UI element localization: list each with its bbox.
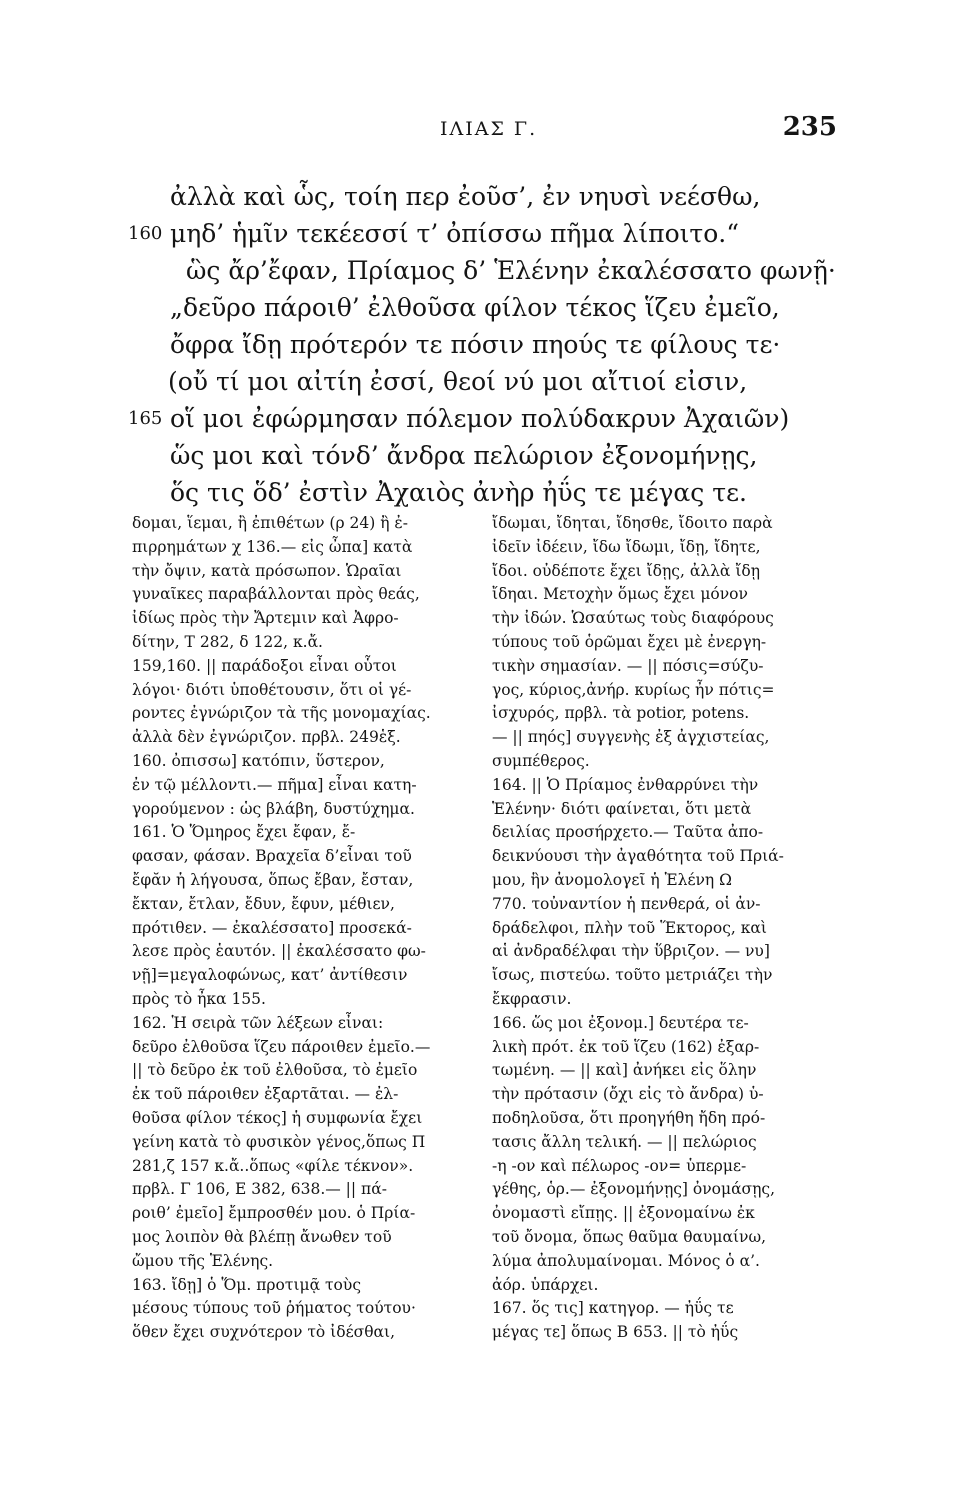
commentary-line: ἀόρ. ὑπάρχει. <box>492 1275 599 1294</box>
commentary-line: δεικνύουσι τὴν ἀγαθότητα τοῦ Πριά- <box>492 847 784 866</box>
commentary-line: ποδηλοῦσα, ὅτι προηγήθη ἤδη πρό- <box>492 1108 766 1127</box>
commentary-line: θοῦσα φίλον τέκος] ἡ συμφωνία ἔχει <box>132 1108 423 1127</box>
commentary-line: αἱ ἀνδραδέλφαι τὴν ὕβριζον. — νυ] <box>492 942 770 961</box>
commentary-line: φασαν, φάσαν. Βραχεῖα δ’εἶναι τοῦ <box>132 847 412 866</box>
commentary-line: 164. || Ὁ Πρίαμος ἐνθαρρύνει τὴν <box>492 775 759 794</box>
commentary-line: ἐν τῷ μέλλοντι.— πῆμα] εἶναι κατη- <box>132 775 417 794</box>
commentary-line: Ἑλένην· διότι φαίνεται, ὅτι μετὰ <box>492 799 752 818</box>
commentary-line: 160. ὀπισσω] κατόπιν, ὕστερον, <box>132 751 385 770</box>
verse-block <box>128 178 848 511</box>
commentary-line: συμπέθερος. <box>492 751 590 770</box>
commentary-line: τασις ἄλλη τελική. — || πελώριος <box>492 1132 757 1151</box>
commentary-line: ἔκφρασιν. <box>492 989 572 1008</box>
commentary-line: μέγας τε] ὅπως Β 653. || τὸ ἠΰς <box>492 1323 739 1342</box>
commentary-line: λόγοι· διότι ὑποθέτουσιν, ὅτι οἱ γέ- <box>132 680 412 699</box>
commentary-line: ἰδίως πρὸς τὴν Ἄρτεμιν καὶ Ἀφρο- <box>132 609 399 628</box>
commentary-line: λικὴ πρότ. ἐκ τοῦ ἵζευ (162) ἐξαρ- <box>492 1037 760 1056</box>
commentary-line: ἔφᾰν ἡ λήγουσα, ὅπως ἔβαν, ἔσταν, <box>132 870 414 889</box>
commentary-right-column <box>492 512 834 1345</box>
commentary-line: δεῦρο ἐλθοῦσα ἵζευ πάροιθεν ἐμεῖο.— <box>132 1037 431 1056</box>
verse-text: μηδ’ ἡμῖν τεκέεσσί τ’ ὀπίσσω πῆμα λίποιτο.“ <box>170 219 740 248</box>
commentary-line: ὀνομαστὶ εἴπῃς. || ἐξονομαίνω ἐκ <box>492 1204 755 1223</box>
commentary-line: γείνη κατὰ τὸ φυσικὸν γένος,ὅπως Π <box>132 1132 426 1151</box>
commentary-line: 163. ἴδῃ] ὁ Ὅμ. προτιμᾷ τοὺς <box>132 1275 361 1294</box>
commentary-line: γέθης, ὁρ.— ἐξονομήνῃς] ὀνομάσῃς, <box>492 1180 776 1199</box>
commentary-line: ὤμου τῆς Ἑλένης. <box>132 1251 274 1270</box>
verse-line <box>128 326 848 363</box>
commentary-line: — || πηός] συγγενὴς ἐξ ἀγχιστείας, <box>492 728 770 747</box>
commentary-line: πιρρημάτων χ 136.— εἰς ὦπα] κατὰ <box>132 537 413 556</box>
commentary-line: ἀλλὰ δὲν ἐγνώριζον. πρβλ. 249ἑξ. <box>132 728 401 747</box>
verse-text: ὣς ἄρ’ἔφαν, Πρίαμος δ’ Ἑλένην ἐκαλέσσατο φωνῇ· <box>186 256 836 285</box>
commentary-line: γορούμενον : ὡς βλάβη, δυστύχημα. <box>132 799 415 818</box>
verse-line <box>128 178 848 215</box>
commentary-line: τὴν πρότασιν (ὄχι εἰς τὸ ἄνδρα) ὑ- <box>492 1085 764 1104</box>
commentary-line: τὴν ἰδών. Ὡσαύτως τοὺς διαφόρους <box>492 609 774 628</box>
commentary-line: 161. Ὁ Ὅμηρος ἔχει ἔφαν, ἔ- <box>132 823 356 842</box>
commentary-line: τοῦ ὄνομα, ὅπως θαῦμα θαυμαίνω, <box>492 1227 767 1246</box>
commentary-line: ἰσχυρός, πρβλ. τὰ potior, potens. <box>492 704 750 723</box>
commentary-line: ροντες ἐγνώριζον τὰ τῆς μονομαχίας. <box>132 704 431 723</box>
commentary-line: πρβλ. Γ 106, Ε 382, 638.— || πά- <box>132 1180 387 1199</box>
commentary-line: || τὸ δεῦρο ἐκ τοῦ ἐλθοῦσα, τὸ ἐμεῖο <box>132 1061 418 1080</box>
commentary-line: λεσε πρὸς ἑαυτόν. || ἐκαλέσσατο φω- <box>132 942 426 961</box>
page-header <box>0 112 969 158</box>
page-number: 235 <box>782 112 837 142</box>
commentary-line: τύπους τοῦ ὁρῶμαι ἔχει μὲ ἐνεργη- <box>492 632 767 651</box>
verse-line <box>128 215 848 252</box>
commentary-line: ἴσως, πιστεύω. τοῦτο μετριάζει τὴν <box>492 966 773 985</box>
commentary-line: πρότιθεν. — ἐκαλέσσατο] προσεκά- <box>132 918 412 937</box>
commentary-line: γος, κύριος,ἀνήρ. κυρίως ἦν πότις= <box>492 680 775 699</box>
commentary-line: 159,160. || παράδοξοι εἶναι οὗτοι <box>132 656 397 675</box>
commentary-line: ἴδοι. οὐδέποτε ἔχει ἴδῃς, ἀλλὰ ἴδῃ <box>492 561 761 580</box>
commentary-line: 162. Ἡ σειρὰ τῶν λέξεων εἶναι: <box>132 1013 384 1032</box>
commentary-line: -η -ον καὶ πέλωρος -ον= ὑπερμε- <box>492 1156 747 1175</box>
verse-line <box>128 474 848 511</box>
verse-text: „δεῦρο πάροιθ’ ἐλθοῦσα φίλον τέκος ἵζευ ἐμεῖο, <box>170 293 780 322</box>
verse-line <box>128 400 848 437</box>
verse-text: ὄφρα ἴδῃ πρότερόν τε πόσιν πηούς τε φίλους τε· <box>170 330 781 359</box>
commentary-line: δειλίας προσήρχετο.— Ταῦτα ἀπο- <box>492 823 764 842</box>
verse-text: οἵ μοι ἐφώρμησαν πόλεμον πολύδακρυν Ἀχαιῶν) <box>170 404 790 433</box>
commentary-line: μος λοιπὸν θὰ βλέπῃ ἄνωθεν τοῦ <box>132 1227 392 1246</box>
verse-text: (οὔ τί μοι αἰτίη ἐσσί, θεοί νύ μοι αἴτιοί εἰσιν, <box>168 367 748 396</box>
commentary-line: ροιθ’ ἐμεῖο] ἔμπροσθέν μου. ὁ Πρία- <box>132 1204 416 1223</box>
verse-line <box>128 289 848 326</box>
commentary-line: γυναῖκες παραβάλλονται πρὸς θεάς, <box>132 585 420 604</box>
verse-line <box>128 437 848 474</box>
commentary-line: ἐκ τοῦ πάροιθεν ἐξαρτᾶται. — ἐλ- <box>132 1085 399 1104</box>
commentary-line: ἴδωμαι, ἴδηται, ἴδησθε, ἴδοιτο παρὰ <box>492 514 773 532</box>
commentary-line: 167. ὅς τις] κατηγορ. — ἠΰς τε <box>492 1299 734 1318</box>
commentary-line: 166. ὥς μοι ἐξονομ.] δευτέρα τε- <box>492 1013 749 1032</box>
verse-text: ὅς τις ὅδ’ ἐστὶν Ἀχαιὸς ἀνὴρ ἠΰς τε μέγας τε. <box>170 478 747 507</box>
verse-line <box>128 363 848 400</box>
commentary-line: ἴδηαι. Μετοχὴν ὅμως ἔχει μόνον <box>492 585 748 604</box>
commentary-line: τὴν ὄψιν, κατὰ πρόσωπον. Ὡραῖαι <box>132 561 402 580</box>
commentary-line: δράδελφοι, πλὴν τοῦ Ἕκτορος, καὶ <box>492 918 767 937</box>
commentary-line: τικὴν σημασίαν. — || πόσις=σύζυ- <box>492 656 764 675</box>
running-head: ΙΛΙΑΣ Γ. <box>440 118 538 140</box>
commentary-left-column <box>132 512 468 1345</box>
verse-number: 160 <box>128 223 163 244</box>
commentary-line: ὅθεν ἔχει συχνότερον τὸ ἰδέσθαι, <box>132 1323 395 1342</box>
verse-number: 165 <box>128 408 163 429</box>
commentary-line: νῇ]=μεγαλοφώνως, κατ’ ἀντίθεσιν <box>132 966 408 985</box>
verse-text: ἀλλὰ καὶ ὧς, τοίη περ ἐοῦσ’, ἐν νηυσὶ νεέσθω, <box>170 182 761 211</box>
commentary-line: πρὸς τὸ ἦκα 155. <box>132 989 266 1008</box>
commentary-line: δίτην, Τ 282, δ 122, κ.ἄ. <box>132 632 323 651</box>
commentary-line: ἔκταν, ἔτλαν, ἔδυν, ἔφυν, μέθιεν, <box>132 894 395 913</box>
commentary-line: ἰδεῖν ἰδέειν, ἴδω ἴδωμι, ἴδῃ, ἴδητε, <box>492 537 761 556</box>
verse-line <box>128 252 848 289</box>
commentary-line: 770. τοὐναντίον ἡ πενθερά, οἱ ἀν- <box>492 894 761 913</box>
commentary-line: μου, ἣν ἀνομολογεῖ ἡ Ἑλένη Ω <box>492 870 732 889</box>
commentary-line: δομαι, ἵεμαι, ἢ ἐπιθέτων (ρ 24) ἢ ἐ- <box>132 514 408 532</box>
commentary-line: 281,ζ 157 κ.ἄ..ὅπως «φίλε τέκνον». <box>132 1156 414 1175</box>
commentary-line: μέσους τύπους τοῦ ῥήματος τούτου· <box>132 1299 416 1318</box>
commentary-line: λύμα ἀπολυμαίνομαι. Μόνος ὁ α’. <box>492 1251 760 1270</box>
verse-text: ὥς μοι καὶ τόνδ’ ἄνδρα πελώριον ἐξονομήνῃς, <box>170 441 758 470</box>
commentary-line: τωμένη. — || καὶ] ἀνήκει εἰς ὅλην <box>492 1061 757 1080</box>
